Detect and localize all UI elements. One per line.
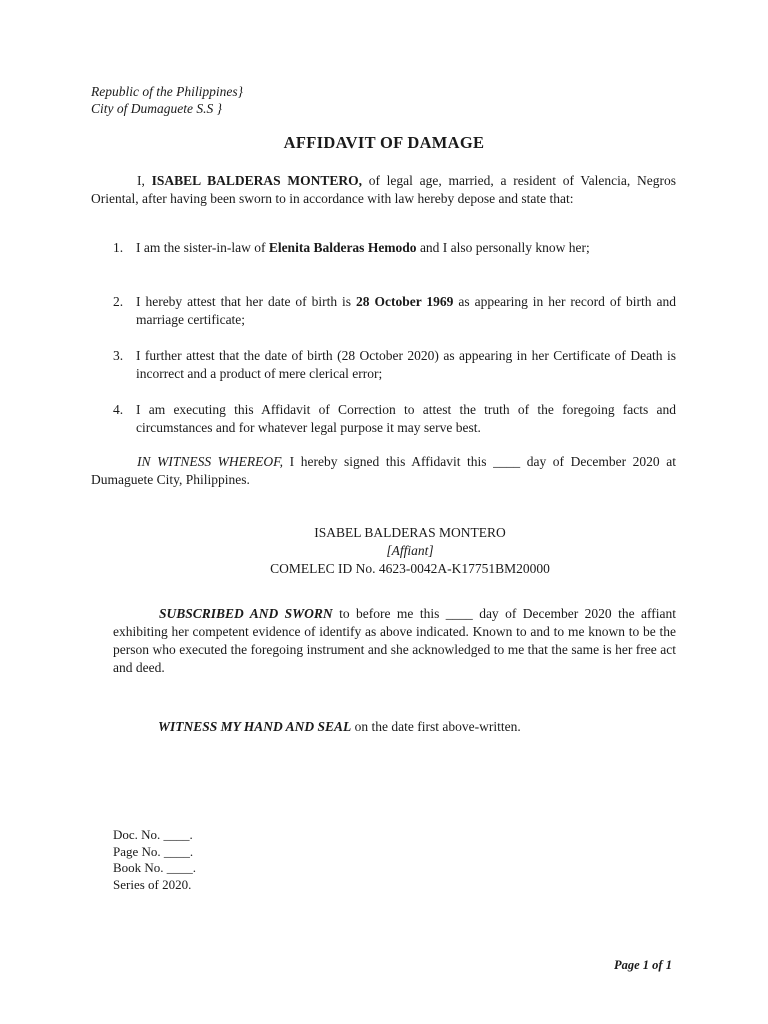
item-2-bold: 28 October 1969 <box>356 294 454 309</box>
affiant-role: [Affiant] <box>386 543 434 558</box>
seal-line <box>158 718 521 736</box>
book-no: Book No. ____. <box>113 860 197 875</box>
item-2-text <box>136 293 676 329</box>
intro-prefix: I, <box>137 173 152 188</box>
intro-paragraph <box>91 172 676 208</box>
item-2-before: I hereby attest that her date of birth is <box>136 294 357 309</box>
seal-bold: WITNESS MY HAND AND SEAL <box>158 719 352 734</box>
affiant-name-intro: ISABEL BALDERAS MONTERO, <box>151 173 362 188</box>
series: Series of 2020. <box>113 877 192 892</box>
item-1-text <box>136 239 676 257</box>
item-4-number: 4. <box>113 402 124 417</box>
header-city: City of Dumaguete S.S } <box>91 101 223 116</box>
item-3-number: 3. <box>113 348 124 363</box>
seal-text: on the date first above-written. <box>351 719 521 734</box>
item-1-before: I am the sister-in-law of <box>136 240 269 255</box>
item-1-bold: Elenita Balderas Hemodo <box>268 240 417 255</box>
doc-no: Doc. No. ____. <box>113 827 193 842</box>
jurat-subscribed: SUBSCRIBED AND SWORN <box>159 606 333 621</box>
document-title: AFFIDAVIT OF DAMAGE <box>283 133 485 152</box>
witness-paragraph <box>91 453 676 489</box>
jurat-blank: ____ <box>445 606 473 621</box>
page-no: Page No. ____. <box>113 844 194 859</box>
header-republic: Republic of the Philippines} <box>91 84 243 99</box>
jurat-before: to before me this <box>332 606 446 621</box>
jurat-paragraph <box>113 605 676 677</box>
item-2-after: as appearing in her record of birth and marriage certificate; <box>136 294 676 327</box>
intro-text: of legal age, married, a resident of Valencia, Negros Oriental, after having been sworn to in accordance with law hereby depose and state that: <box>91 173 676 206</box>
item-1-number: 1. <box>113 240 124 255</box>
jurat-after: day of December 2020 the affiant exhibiting her competent evidence of identify as above indicated. Known to and to me known to be the person who executed the foregoing instrument and she acknowledged to me that the same is her free act and deed. <box>113 606 676 675</box>
page-footer: Page 1 of 1 <box>614 958 672 972</box>
item-4-text: I am executing this Affidavit of Correction to attest the truth of the foregoing facts and circumstances and for whatever legal purpose it may serve best. <box>136 402 676 435</box>
item-3-text: I further attest that the date of birth (28 October 2020) as appearing in her Certificate of Death is incorrect and a product of mere clerical error; <box>136 348 676 381</box>
witness-before: I hereby signed this Affidavit this <box>283 454 494 469</box>
witness-whereof: IN WITNESS WHEREOF, <box>137 454 284 469</box>
affiant-id: COMELEC ID No. 4623-0042A-K17751BM20000 <box>270 561 550 576</box>
item-1-after: and I also personally know her; <box>416 240 590 255</box>
witness-blank: ____ <box>493 454 521 469</box>
witness-after: day of December 2020 at Dumaguete City, Philippines. <box>91 454 676 487</box>
affiant-name: ISABEL BALDERAS MONTERO <box>314 525 506 540</box>
item-2-number: 2. <box>113 294 124 309</box>
